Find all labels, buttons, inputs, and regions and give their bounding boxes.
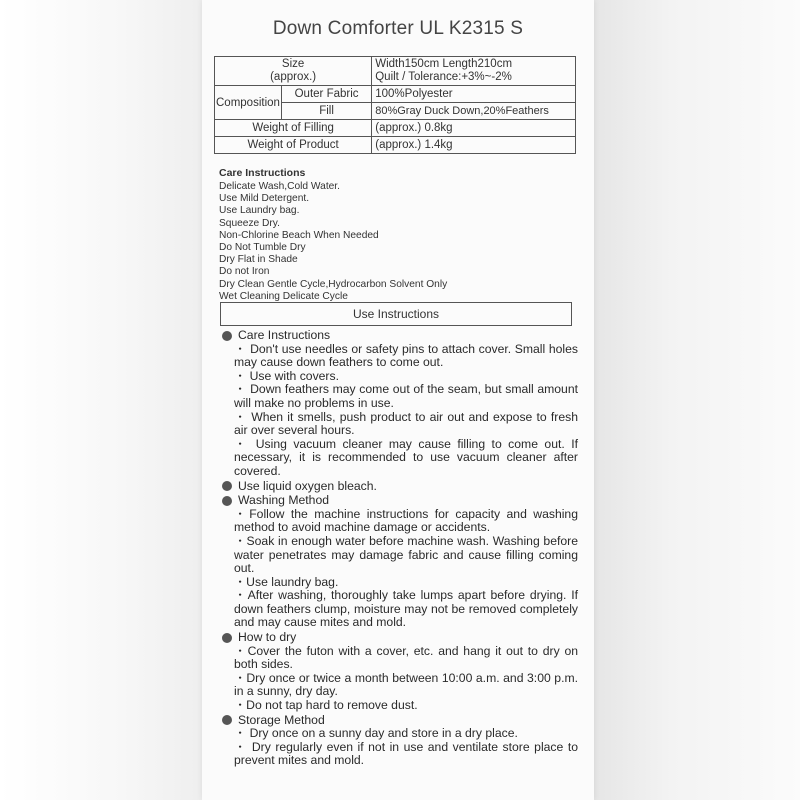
instruction-item: ・After washing, thoroughly take lumps apart before drying. If down feathers clump, moisture may not be removed completely and may cause mites and mold. [234,588,578,630]
instruction-item: ・Follow the machine instructions for capacity and washing method to avoid machine damage or accidents. [234,506,578,535]
instruction-item: ・Dry once or twice a month between 10:00 a.m. and 3:00 p.m. in a sunny, dry day. [234,670,578,699]
size-label-cell [215,57,372,86]
instruction-item: ・ When it smells, push product to air out and expose to fresh air over several hours. [234,409,578,438]
weight-filling-value: (approx.) 0.8kg [372,120,576,137]
background-left [0,0,205,800]
size-tolerance: Quilt / Tolerance:+3%~-2% [375,71,512,83]
instruction-item: ・ Down feathers may come out of the seam, but small amount will make no problems in use. [234,382,578,410]
care-line: Use Laundry bag. [219,205,300,217]
spec-row-weight-filling [215,120,576,137]
outer-fabric-value: 100%Polyester [372,86,576,103]
section-heading-text: Use liquid oxygen bleach. [238,478,377,493]
size-label: Size [281,58,305,70]
spec-row-size [215,57,576,86]
instruction-item: ・ Using vacuum cleaner may cause filling to come out. If necessary, it is recommended to use vacuum cleaner after covered. [234,436,578,478]
instruction-item: ・ Use with covers. [234,368,339,383]
label-title: Down Comforter UL K2315 S [272,18,524,39]
size-value: Width150cm Length210cm [375,58,513,70]
weight-product-value: (approx.) 1.4kg [372,137,576,154]
instruction-sections [222,328,578,768]
weight-filling-label: Weight of Filling [215,120,372,137]
fill-value: 80%Gray Duck Down,20%Feathers [372,103,576,120]
instruction-item: ・Soak in enough water before machine wash. Washing before water penetrates may damage fabric and cause filling coming out. [234,533,578,576]
bullet-icon [222,633,232,643]
spec-row-outer-fabric [215,86,576,103]
instruction-item: ・Use laundry bag. [234,574,339,589]
section-washing-heading [222,494,578,508]
fill-label: Fill [281,103,371,120]
size-value-cell [372,57,576,86]
bullet-icon [222,331,232,341]
use-instructions-title: Use Instructions [220,302,572,326]
care-line: Delicate Wash,Cold Water. [219,181,340,192]
section-heading-text: Washing Method [238,493,330,508]
bullet-icon [222,496,232,506]
care-heading: Care Instructions [219,167,306,179]
care-line: Do not Iron [219,266,270,278]
section-care-heading [222,329,578,343]
care-line: Dry Clean Gentle Cycle,Hydrocarbon Solvent Only [219,278,448,290]
background-right [585,0,800,800]
instruction-item: ・Do not tap hard to remove dust. [234,698,418,713]
care-line: Squeeze Dry. [219,217,280,229]
care-line: Wet Cleaning Delicate Cycle [219,290,348,302]
section-storage-heading [222,714,578,728]
instruction-item: ・ Dry once on a sunny day and store in a dry place. [234,726,518,741]
care-line: Use Mild Detergent. [219,193,310,205]
outer-fabric-label: Outer Fabric [281,86,371,103]
section-bleach-heading [222,480,578,494]
care-line: Non-Chlorine Beach When Needed [219,229,379,241]
spec-row-weight-product [215,137,576,154]
care-line: Do Not Tumble Dry [219,242,306,254]
care-list [219,181,447,303]
size-label-approx: (approx.) [270,71,317,83]
section-heading-text: How to dry [238,630,297,645]
weight-product-label: Weight of Product [215,137,372,154]
bullet-icon [222,715,232,725]
instruction-item: ・ Don't use needles or safety pins to attach cover. Small holes may cause down feathers to come out. [234,341,578,370]
section-dry-heading [222,631,578,645]
spec-table [214,56,576,154]
product-label [202,0,594,800]
bullet-icon [222,481,232,491]
composition-label: Composition [215,86,282,120]
instruction-item: ・ Dry regularly even if not in use and ventilate store place to prevent mites and mold. [234,739,578,768]
instruction-item: ・Cover the futon with a cover, etc. and hang it out to dry on both sides. [234,643,578,672]
section-heading-text: Care Instructions [238,328,331,342]
section-heading-text: Storage Method [238,712,325,727]
care-line: Dry Flat in Shade [219,254,298,266]
